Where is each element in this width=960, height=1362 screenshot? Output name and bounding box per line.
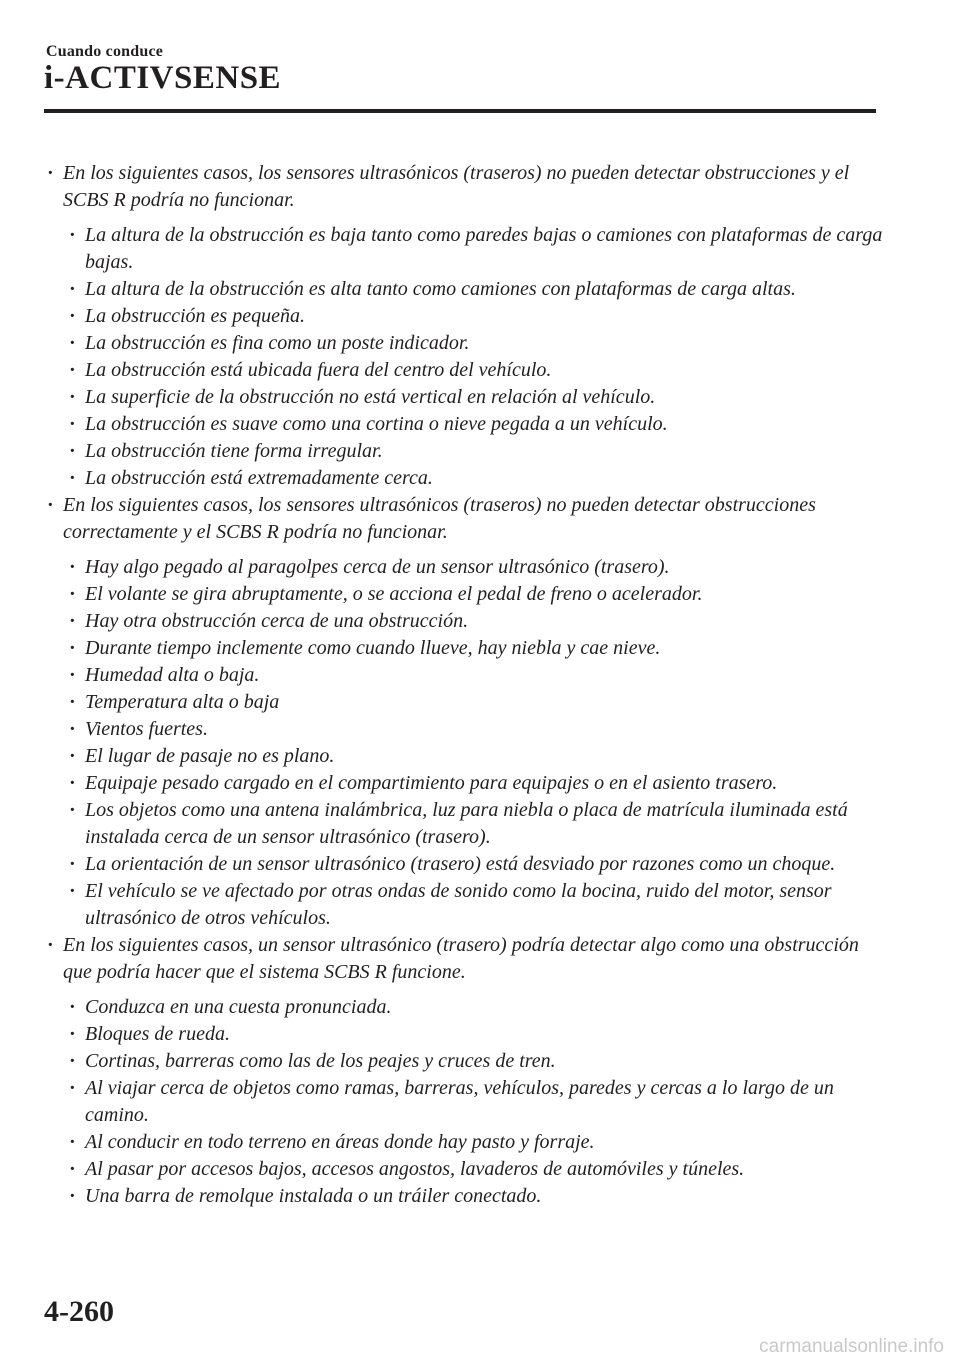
list-item: · Humedad alta o baja. — [44, 662, 884, 689]
list-item: · La altura de la obstrucción es alta tanto como camiones con plataformas de carga altas. — [44, 276, 884, 303]
list-item: · Al pasar por accesos bajos, accesos angostos, lavaderos de automóviles y túneles. — [44, 1156, 884, 1183]
list-item: · El vehículo se ve afectado por otras ondas de sonido como la bocina, ruido del motor, sensor ultrasónico de otros vehículos. — [44, 878, 884, 932]
list-item: · El volante se gira abruptamente, o se acciona el pedal de freno o acelerador. — [44, 581, 884, 608]
condition-list — [44, 994, 884, 1210]
list-item: · Temperatura alta o baja — [44, 689, 884, 716]
list-item: · Conduzca en una cuesta pronunciada. — [44, 994, 884, 1021]
chapter-title: i-ACTIVSENSE — [44, 60, 282, 96]
list-item: · Bloques de rueda. — [44, 1021, 884, 1048]
list-item: · La obstrucción tiene forma irregular. — [44, 438, 884, 465]
list-item: · La orientación de un sensor ultrasónico (trasero) está desviado por razones como un choque. — [44, 851, 884, 878]
list-item: · La obstrucción es suave como una cortina o nieve pegada a un vehículo. — [44, 411, 884, 438]
list-item: · Hay otra obstrucción cerca de una obstrucción. — [44, 608, 884, 635]
page-content — [44, 160, 884, 1210]
condition-list — [44, 222, 884, 492]
list-item: · Una barra de remolque instalada o un tráiler conectado. — [44, 1183, 884, 1210]
list-item: · Equipaje pesado cargado en el compartimiento para equipajes o en el asiento trasero. — [44, 770, 884, 797]
list-item: · Cortinas, barreras como las de los peajes y cruces de tren. — [44, 1048, 884, 1075]
list-item: · Al conducir en todo terreno en áreas donde hay pasto y forraje. — [44, 1129, 884, 1156]
list-item: · Los objetos como una antena inalámbrica, luz para niebla o placa de matrícula iluminada está instalada cerca de un sensor ultrasónico (trasero). — [44, 797, 884, 851]
list-item: · Durante tiempo inclemente como cuando llueve, hay niebla y cae nieve. — [44, 635, 884, 662]
list-item: · La superficie de la obstrucción no está vertical en relación al vehículo. — [44, 384, 884, 411]
condition-bullet: · En los siguientes casos, los sensores ultrasónicos (traseros) no pueden detectar obstrucciones correctamente y el SCBS R podría no funcionar. — [44, 492, 884, 546]
watermark: carmanualsonline.info — [759, 1336, 944, 1357]
condition-list — [44, 554, 884, 932]
list-item: · La obstrucción está ubicada fuera del centro del vehículo. — [44, 357, 884, 384]
condition-bullet: · En los siguientes casos, un sensor ultrasónico (trasero) podría detectar algo como una obstrucción que podría hacer que el sistema SCBS R funcione. — [44, 932, 884, 986]
list-item: · La obstrucción es fina como un poste indicador. — [44, 330, 884, 357]
list-item: · Vientos fuertes. — [44, 716, 884, 743]
list-item: · Hay algo pegado al paragolpes cerca de un sensor ultrasónico (trasero). — [44, 554, 884, 581]
list-item: · La obstrucción está extremadamente cerca. — [44, 465, 884, 492]
condition-bullet: · En los siguientes casos, los sensores ultrasónicos (traseros) no pueden detectar obstrucciones y el SCBS R podría no funcionar. — [44, 160, 884, 214]
list-item: · La altura de la obstrucción es baja tanto como paredes bajas o camiones con plataformas de carga bajas. — [44, 222, 884, 276]
list-item: · Al viajar cerca de objetos como ramas, barreras, vehículos, paredes y cercas a lo largo de un camino. — [44, 1075, 884, 1129]
list-item: · El lugar de pasaje no es plano. — [44, 743, 884, 770]
header-divider — [44, 109, 876, 113]
section-label: Cuando conduce — [46, 43, 164, 60]
list-item: · La obstrucción es pequeña. — [44, 303, 884, 330]
page-number: 4-260 — [44, 1295, 114, 1328]
